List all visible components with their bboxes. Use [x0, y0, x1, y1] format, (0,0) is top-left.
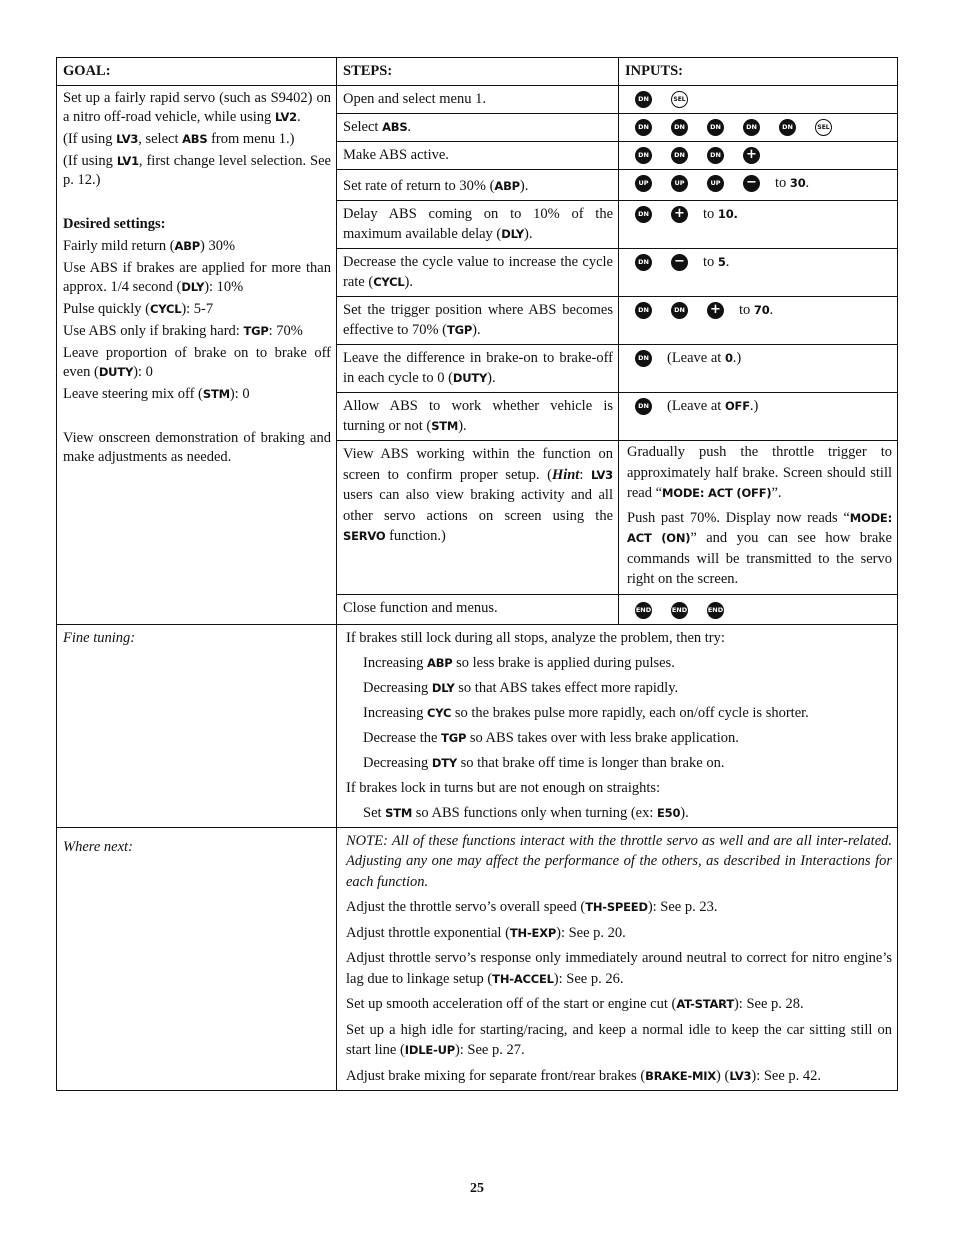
where-next-row [57, 827, 898, 1091]
goal-view-demo: View onscreen demonstration of braking and make adjustments as needed. [63, 430, 331, 465]
dn-button-icon: DN [635, 206, 652, 223]
up-button-icon: UP [635, 175, 652, 192]
goal-lv1-note: (If using LV1, first change level selection. See p. 12.) [63, 153, 331, 188]
step-open-menu: Open and select menu 1. [337, 86, 619, 114]
setting-stm: Leave steering mix off (STM): 0 [63, 386, 250, 402]
dn-button-icon: DN [707, 119, 724, 136]
setting-dly: Use ABS if brakes are applied for more than approx. 1/4 second (DLY): 10% [63, 260, 331, 295]
goal-lv3-note: (If using LV3, select ABS from menu 1.) [63, 131, 295, 147]
setting-duty: Leave proportion of brake on to brake off even (DUTY): 0 [63, 345, 331, 380]
step-view-abs: View ABS working within the function on screen to confirm proper setup. (Hint: LV3 users can also view braking activity and all other servo actions on screen using the SERVO function.) [337, 441, 619, 595]
minus-button-icon: − [743, 175, 760, 192]
where-item: Adjust throttle exponential (TH-EXP): See p. 20. [346, 924, 626, 941]
fine-item: Decrease the TGP so ABS takes over with less brake application. [363, 729, 739, 746]
inputs-set-dly: DN + to 10. [619, 201, 898, 249]
up-button-icon: UP [707, 175, 724, 192]
dn-button-icon: DN [743, 119, 760, 136]
setting-cycl: Pulse quickly (CYCL): 5-7 [63, 301, 214, 317]
dn-button-icon: DN [635, 254, 652, 271]
dn-button-icon: DN [635, 398, 652, 415]
fine-intro: If brakes still lock during all stops, analyze the problem, then try: [346, 629, 725, 646]
plus-button-icon: + [743, 147, 760, 164]
goal-intro: Set up a fairly rapid servo (such as S9402) on a nitro off-road vehicle, while using LV2. [63, 90, 331, 125]
step-set-cycl: Decrease the cycle value to increase the cycle rate (CYCL). [337, 249, 619, 297]
setting-tgp: Use ABS only if braking hard: TGP: 70% [63, 323, 303, 339]
fine-item: Set STM so ABS functions only when turning (ex: E50). [363, 804, 689, 821]
fine-tuning-content [337, 624, 898, 827]
dn-button-icon: DN [635, 91, 652, 108]
step-close: Close function and menus. [337, 594, 619, 624]
setting-abp: Fairly mild return (ABP) 30% [63, 238, 236, 254]
fine-tuning-label: Fine tuning: [57, 624, 337, 827]
fine-item: Decreasing DTY so that brake off time is longer than brake on. [363, 754, 725, 771]
page-number: 25 [470, 1181, 484, 1196]
dn-button-icon: DN [671, 147, 688, 164]
fine-item: Increasing CYC so the brakes pulse more rapidly, each on/off cycle is shorter. [363, 704, 809, 721]
end-button-icon: END [707, 602, 724, 619]
where-next-label: Where next: [57, 827, 337, 1091]
fine-item: Decreasing DLY so that ABS takes effect more rapidly. [363, 679, 679, 696]
dn-button-icon: DN [671, 302, 688, 319]
inputs-set-tgp: DN DN + to 70. [619, 297, 898, 345]
step-select-abs: Select ABS. [337, 114, 619, 142]
plus-button-icon: + [707, 302, 724, 319]
dn-button-icon: DN [779, 119, 796, 136]
fine-item: Increasing ABP so less brake is applied during pulses. [363, 654, 675, 671]
inputs-make-active [619, 142, 898, 170]
step-set-tgp: Set the trigger position where ABS becomes effective to 70% (TGP). [337, 297, 619, 345]
where-item: Adjust throttle servo’s response only immediately around neutral to correct for nitro engine’s lag due to linkage setup (TH-ACCEL): See p. 26. [346, 950, 892, 987]
dn-button-icon: DN [635, 350, 652, 367]
dn-button-icon: DN [635, 302, 652, 319]
dn-button-icon: DN [635, 147, 652, 164]
step-set-duty: Leave the difference in brake-on to brake-off in each cycle to 0 (DUTY). [337, 345, 619, 393]
dn-button-icon: DN [635, 119, 652, 136]
end-button-icon: END [671, 602, 688, 619]
inputs-header: INPUTS: [619, 58, 898, 86]
inputs-view-abs [619, 441, 898, 595]
where-next-content [337, 827, 898, 1091]
minus-button-icon: − [671, 254, 688, 271]
steps-header: STEPS: [337, 58, 619, 86]
plus-button-icon: + [671, 206, 688, 223]
view-abs-instruction-2: Push past 70%. Display now reads “MODE: ACT (ON)” and you can see how brake commands will be transmitted to the servo right on the screen. [627, 509, 892, 587]
desired-settings-heading: Desired settings: [63, 216, 166, 232]
inputs-set-abp: UP UP UP − to 30. [619, 170, 898, 201]
header-row [57, 58, 898, 86]
dn-button-icon: DN [707, 147, 724, 164]
end-button-icon: END [635, 602, 652, 619]
inputs-close [619, 594, 898, 624]
where-note: NOTE: All of these functions interact with the throttle servo as well and are all inter-related. Adjusting any one may affect the performance of the others, as described in Interactions for each function. [346, 832, 892, 890]
dn-button-icon: DN [671, 119, 688, 136]
step-set-dly: Delay ABS coming on to 10% of the maximum available delay (DLY). [337, 201, 619, 249]
step-set-abp: Set rate of return to 30% (ABP). [337, 170, 619, 201]
abs-setup-table [56, 57, 898, 1091]
goal-cell [57, 86, 337, 625]
inputs-set-stm: DN (Leave at OFF.) [619, 393, 898, 441]
where-item: Set up smooth acceleration off of the start or engine cut (AT-START): See p. 28. [346, 996, 804, 1012]
goal-header: GOAL: [57, 58, 337, 86]
step-set-stm: Allow ABS to work whether vehicle is turning or not (STM). [337, 393, 619, 441]
sel-button-icon: SEL [671, 91, 688, 108]
where-item: Adjust the throttle servo’s overall speed (TH-SPEED): See p. 23. [346, 899, 718, 915]
inputs-select-abs [619, 114, 898, 142]
inputs-set-cycl: DN − to 5. [619, 249, 898, 297]
where-item: Adjust brake mixing for separate front/rear brakes (BRAKE-MIX) (LV3): See p. 42. [346, 1067, 822, 1084]
fine-turns: If brakes lock in turns but are not enough on straights: [346, 779, 661, 796]
sel-button-icon: SEL [815, 119, 832, 136]
where-item: Set up a high idle for starting/racing, and keep a normal idle to keep the car sitting still on start line (IDLE-UP): See p. 27. [346, 1021, 892, 1058]
up-button-icon: UP [671, 175, 688, 192]
fine-tuning-row [57, 624, 898, 827]
inputs-open-menu [619, 86, 898, 114]
view-abs-instruction-1: Gradually push the throttle trigger to approximately half brake. Screen should still read “MODE: ACT (OFF)”. [627, 444, 892, 501]
table-row [57, 86, 898, 114]
inputs-set-duty: DN (Leave at 0.) [619, 345, 898, 393]
step-make-active: Make ABS active. [337, 142, 619, 170]
